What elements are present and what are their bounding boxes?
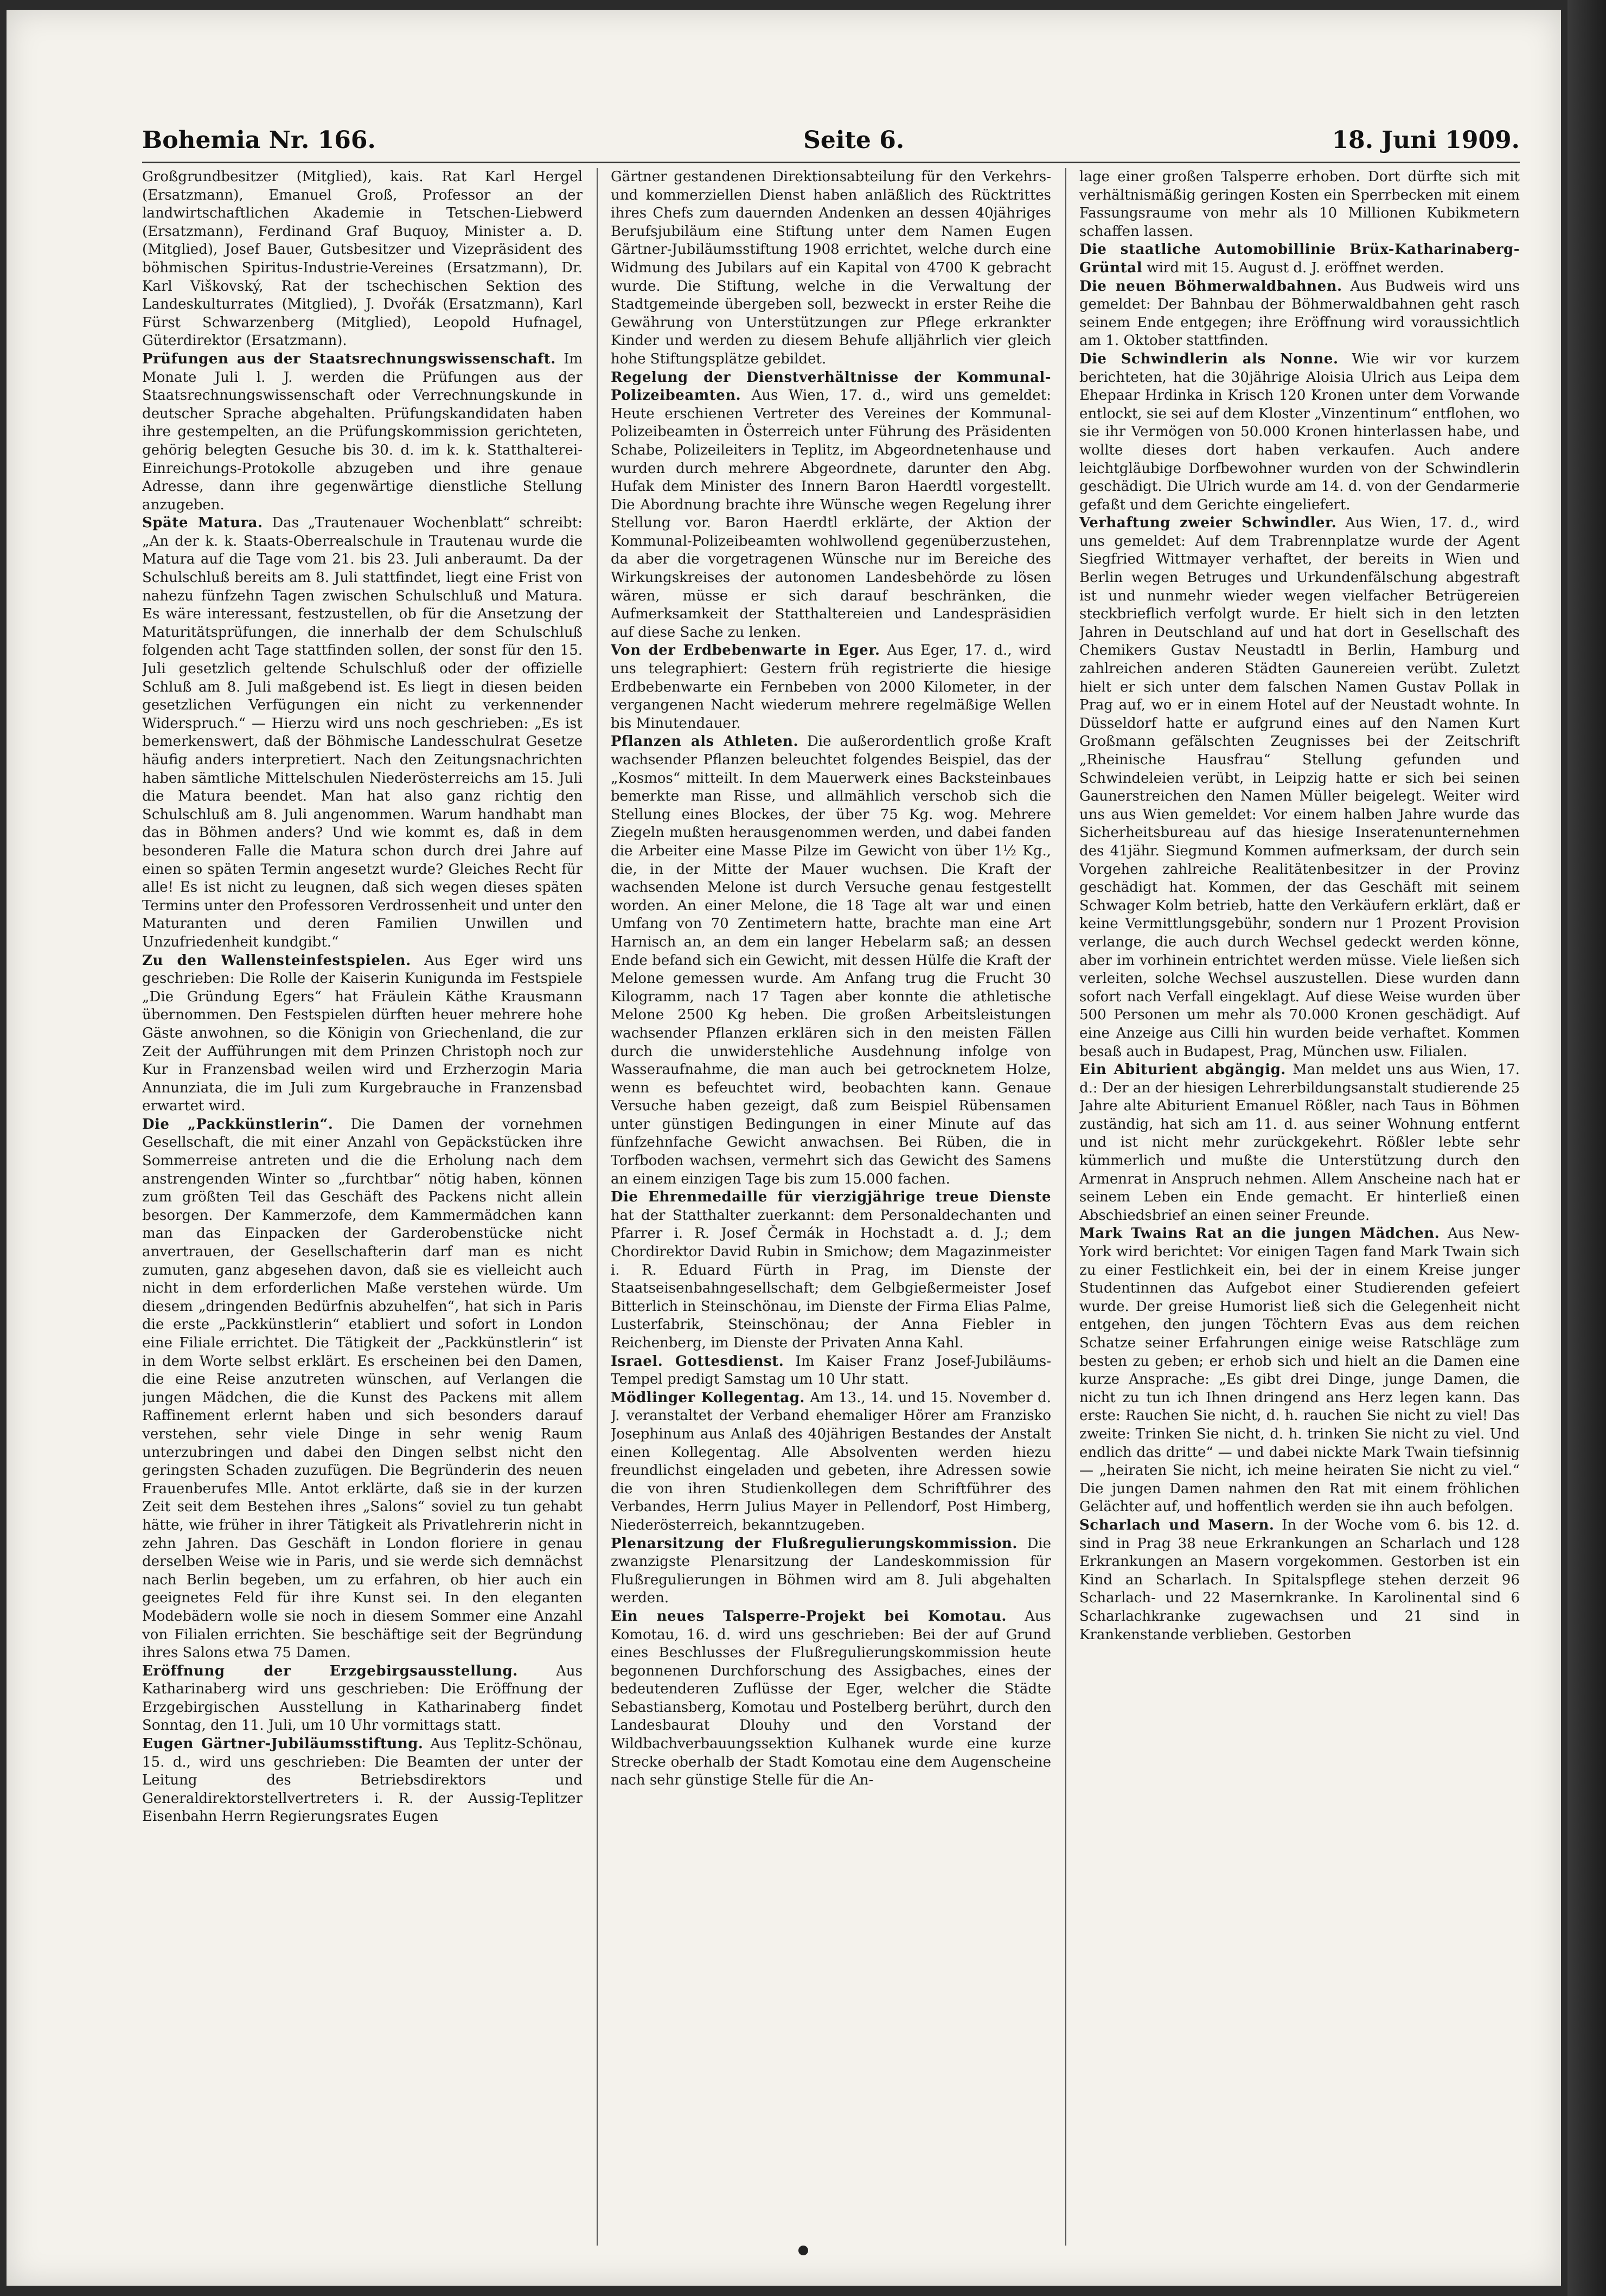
- article-body: Im Monate Juli l. J. werden die Prüfungen aus der Staatsrechnungswissenschaft oder Verrechnungskunde in deutscher Sprache abgehalten. Prüfungskandidaten haben ihre gestempelten, an die Prüfungskommission gerichteten, gehörig belegten Gesuche bis 30. d. im k. k. Statthalterei-Einreichungs-Protokolle abzugeben und ihre genaue Adresse, dann ihre gegenwärtige dienstliche Stellung anzugeben.: [142, 350, 583, 513]
- article: [1079, 1225, 1520, 1517]
- article-headline: Die staatliche Automobillinie Brüx-Katharinaberg-Grüntal: [1079, 241, 1520, 276]
- article-body: Die Damen der vornehmen Gesellschaft, die mit einer Anzahl von Gepäckstücken ihre Sommerreise antreten und die die Erholung nach dem anstrengenden Winter so „furchtbar“ nötig haben, können zum größten Teil das Geschäft des Packens nicht allein besorgen. Der Kammerzofe, dem Kammermädchen kann man das Einpacken der Garderobenstücke nicht anvertrauen, der Gesellschafterin darf man es nicht zumuten, ganz abgesehen davon, daß sie es vielleicht auch nicht in dem erforderlichen Maße verstehen würde. Um diesem „dringenden Bedürfnis abzuhelfen“, hat sich in Paris die erste „Packkünstlerin“ etabliert und sofort in London eine Filiale errichtet. Die Tätigkeit der „Packkünstlerin“ ist in dem Worte selbst erklärt. Es erscheinen bei den Damen, die eine Reise anzutreten wünschen, auf Verlangen die jungen Mädchen, die die Kunst des Packens mit allem Raffinement erlernt haben und sich besonders darauf verstehen, sehr viele Dinge in sehr wenig Raum unterzubringen und dabei den Dingen selbst nicht den geringsten Schaden zuzufügen. Die Begründerin des neuen Frauenberufes Mlle. Antot erklärte, daß sie in der kurzen Zeit seit dem Bestehen ihres „Salons“ soviel zu tun gehabt hätte, wie früher in ihrer Tätigkeit als Privatlehrerin nicht in zehn Jahren. Das Geschäft in London floriere in genau derselben Weise wie in Paris, und sie werde sich demnächst nach Berlin begeben, um zu erfahren, ob hier auch ein geeignetes Feld für ihre Kunst sei. In den eleganten Modebädern wolle sie noch in diesem Sommer eine Anzahl von Filialen errichten. Sie beschäftige seit der Begründung ihres Salons etwa 75 Damen.: [142, 1116, 583, 1661]
- column-rule: [1065, 168, 1066, 2246]
- article: [1079, 241, 1520, 277]
- article-headline: Plenarsitzung der Flußregulierungskommission.: [611, 1535, 1018, 1552]
- article: [142, 952, 583, 1116]
- article-headline: Ein Abiturient abgängig.: [1079, 1061, 1286, 1078]
- scan-edge: [1567, 0, 1606, 2296]
- column-1: [142, 168, 583, 2246]
- article: [611, 369, 1051, 642]
- article-body: lage einer großen Talsperre erhoben. Dort dürfte sich mit verhältnismäßig geringen Kosten ein Sperrbecken mit einem Fassungsraume von mehr als 10 Millionen Kubikmetern schaffen lassen.: [1079, 169, 1520, 240]
- article: [1079, 1517, 1520, 1644]
- article-body: Man meldet uns aus Wien, 17. d.: Der an der hiesigen Lehrerbildungsanstalt studierende 25 Jahre alte Abiturient Emanuel Rößler, nach Taus in Böhmen zuständig, hat sich am 11. d. aus seiner Wohnung entfernt und ist nicht mehr zurückgekehrt. Rößler lebte sehr kümmerlich und mußte die Unterstützung durch den Armenrat in Anspruch nehmen. Allem Anscheine nach hat er seinem Leben ein Ende gemacht. Er hinterließ einen Abschiedsbrief an einen seiner Freunde.: [1079, 1061, 1520, 1224]
- article-body: Wie wir vor kurzem berichteten, hat die 30jährige Aloisia Ulrich aus Leipa dem Ehepaar Hrdinka in Krisch 120 Kronen unter dem Vorwande entlockt, sie sei auf dem Kloster „Vinzentinum“ entflohen, wo sie ihr Vermögen von 50.000 Kronen hinterlassen habe, und wollte dieses dort haben verkaufen. Auch andere leichtgläubige Dorfbewohner wurden von der Schwindlerin geschädigt. Die Ulrich wurde am 14. d. von der Gendarmerie gefaßt und dem Gerichte eingeliefert.: [1079, 350, 1520, 513]
- article-body: Aus Katharinaberg wird uns geschrieben: Die Eröffnung der Erzgebirgischen Ausstellung in Katharinaberg findet Sonntag, den 11. Juli, um 10 Uhr vormittags statt.: [142, 1662, 583, 1734]
- article-headline: Prüfungen aus der Staatsrechnungswissenschaft.: [142, 350, 556, 367]
- article: [142, 1662, 583, 1735]
- article-body: Gärtner gestandenen Direktionsabteilung für den Verkehrs- und kommerziellen Dienst haben anläßlich des Rücktrittes ihres Chefs zum dauernden Andenken an dessen 40jähriges Berufsjubiläum eine Stiftung unter dem Namen Eugen Gärtner-Jubiläumsstiftung 1908 errichtet, welche durch eine Widmung des Jubilars auf ein Kapital von 4700 K gebracht wurde. Die Stiftung, welche in die Verwaltung der Stadtgemeinde übergeben soll, bezweckt in erster Reihe die Gewährung von Unterstützungen zur Pflege erkrankter Kinder und werden zu diesem Behufe alljährlich vier gleich hohe Stiftungsplätze gebildet.: [611, 169, 1051, 367]
- article-headline: Scharlach und Masern.: [1079, 1517, 1275, 1533]
- article-headline: Die Schwindlerin als Nonne.: [1079, 350, 1339, 367]
- article: [142, 514, 583, 951]
- article: [142, 1116, 583, 1662]
- article: [1079, 514, 1520, 1061]
- article-headline: Eröffnung der Erzgebirgsausstellung.: [142, 1662, 518, 1679]
- article-body: hat der Statthalter zuerkannt: dem Personaldechanten und Pfarrer i. R. Josef Čermák in Hochstadt a. d. J.; dem Chordirektor David Rubin in Smichow; dem Magazinmeister i. R. Eduard Fürth in Prag, im Dienste der Staatseisenbahngesellschaft; dem Gelbgießermeister Josef Bitterlich in Steinschönau, im Dienste der Firma Elias Palme, Lusterfabrik, Steinschönau; der Anna Fiebler in Reichenberg, im Dienste der Privaten Anna Kahl.: [611, 1207, 1051, 1351]
- article-headline: Verhaftung zweier Schwindler.: [1079, 515, 1337, 532]
- article: [142, 168, 583, 350]
- article-body: Im Kaiser Franz Josef-Jubiläums-Tempel predigt Samstag um 10 Uhr statt.: [611, 1353, 1051, 1388]
- article-body: Das „Trautenauer Wochenblatt“ schreibt: „An der k. k. Staats-Oberrealschule in Trautenau wurde die Matura auf die Tage vom 21. bis 23. Juli anberaumt. Da der Schulschluß bereits am 8. Juli stattfindet, liegt eine Frist von nahezu fünfzehn Tagen zwischen Schulschluß und Matura. Es wäre interessant, festzustellen, ob für die Ansetzung der Maturitätsprüfungen, die innerhalb der dem Schulschluß folgenden acht Tage stattfinden sollen, der sonst für den 15. Juli gesetzlich geltende Schulschluß oder der offizielle Schluß am 8. Juli maßgebend ist. Es liegt in diesen beiden gesetzlichen Verfügungen ein nicht zu verkennender Widerspruch.“ — Hierzu wird uns noch geschrieben: „Es ist bemerkenswert, daß der Böhmische Landesschulrat Gesetze häufig anders interpretiert. Nach den Zeitungsnachrichten haben sämtliche Mittelschulen Niederösterreichs am 15. Juli die Matura beendet. Man hat also ganz richtig den Schulschluß am 8. Juli angenommen. Warum handhabt man das in Böhmen anders? Und wie kommt es, daß in dem besonderen Falle die Matura schon durch drei Jahre auf einen so späten Termin angesetzt wurde? Gleiches Recht für alle! Es ist nicht zu leugnen, daß sich wegen dieses späten Termins unter den Professoren Verdrossenheit und unter den Maturanten und deren Familien Unwillen und Unzufriedenheit kundgibt.“: [142, 515, 583, 950]
- article-headline: Pflanzen als Athleten.: [611, 733, 798, 750]
- header-issue: Bohemia Nr. 166.: [142, 126, 376, 154]
- article-headline: Ein neues Talsperre-Projekt bei Komotau.: [611, 1608, 1007, 1625]
- article: [611, 733, 1051, 1188]
- article-body: wird mit 15. August d. J. eröffnet werden.: [1147, 259, 1444, 276]
- ink-dot: [798, 2246, 808, 2255]
- article-body: In der Woche vom 6. bis 12. d. sind in Prag 38 neue Erkrankungen an Scharlach und 128 Erkrankungen an Masern vorgekommen. Gestorben ist ein Kind an Scharlach. In Spitalspflege stehen derzeit 96 Scharlach- und 22 Masernkranke. In Karolinental sind 6 Scharlachkranke zugewachsen und 21 sind in Krankenstande verblieben. Gestorben: [1079, 1517, 1520, 1643]
- article-headline: Von der Erdbebenwarte in Eger.: [611, 642, 880, 659]
- article-headline: Späte Matura.: [142, 515, 263, 532]
- article-headline: Zu den Wallensteinfestspielen.: [142, 952, 411, 969]
- article: [611, 1389, 1051, 1535]
- article: [142, 1735, 583, 1826]
- article: [611, 1608, 1051, 1790]
- article-body: Aus Teplitz-Schönau, 15. d., wird uns geschrieben: Die Beamten der unter der Leitung des Betriebsdirektors und Generaldirektorstellvertreters i. R. der Aussig-Teplitzer Eisenbahn Herrn Regierungsrates Eugen: [142, 1736, 583, 1825]
- column-3: [1079, 168, 1520, 2246]
- article: [611, 1535, 1051, 1608]
- article-body: Die außerordentlich große Kraft wachsender Pflanzen beleuchtet folgendes Beispiel, das der „Kosmos“ mitteilt. In dem Mauerwerk eines Backsteinbaues bemerkte man Risse, und allmählich verschob sich die Stellung eines Blockes, der über 75 Kg. wog. Mehrere Ziegeln mußten herausgenommen werden, und dabei fanden die Arbeiter eine Masse Pilze im Gewicht von über 1½ Kg., die, in der Mitte der Mauer wuchsen. Die Kraft der wachsenden Melone ist durch Versuche genau festgestellt worden. An einer Melone, die 18 Tage alt war und einen Umfang von 70 Zentimetern hatte, brachte man eine Art Harnisch an, an dem ein langer Hebelarm saß; an dessen Ende befand sich ein Gewicht, mit dessen Hülfe die Kraft der Melone gemessen wurde. Am Anfang trug die Frucht 30 Kilogramm, nach 17 Tagen aber konnte die athletische Melone 2500 Kg heben. Die großen Arbeitsleistungen wachsender Pflanzen erklären sich in den meisten Fällen durch die unwiderstehliche Ausdehnung infolge von Wasseraufnahme, die man auch bei getrocknetem Holze, wenn es befeuchtet wird, beobachten kann. Genaue Versuche haben gezeigt, daß zum Beispiel Rübensamen unter günstigen Bedingungen in einer Minute auf das fünfzehnfache Gewicht anwachsen. Bei Rüben, die in Torfboden wachsen, vermehrt sich das Gewicht des Samens an einem einzigen Tage bis zum 15.000 fachen.: [611, 733, 1051, 1187]
- article-body: Aus Wien, 17. d., wird uns gemeldet: Auf dem Trabrennplatze wurde der Agent Siegfried Wittmayer verhaftet, der bereits in Wien und Berlin wegen Betruges und Urkundenfälschung abgestraft ist und nunmehr wieder wegen vielfacher Betrügereien steckbrieflich verfolgt wurde. Er hielt sich in den letzten Jahren in Deutschland auf und hat dort in Gesellschaft des Chemikers Gustav Neustadtl in Berlin, Hamburg und zahlreichen anderen Städten Gaunereien verübt. Zuletzt hielt er sich unter dem falschen Namen Gustav Pollak in Prag auf, wo er in einem Hotel auf der Neustadt wohnte. In Düsseldorf hatte er aufgrund eines auf den Namen Kurt Großmann gefälschten Zeugnisses bei der Zeitschrift „Rheinische Hausfrau“ Stellung gefunden und Schwindeleien verübt, in Leipzig hatte er sich bei seinen Gaunerstreichen den Namen Müller beigelegt. Weiter wird uns aus Wien gemeldet: Vor einem halben Jahre wurde das Sicherheitsbureau auf das hiesige Inseratenunternehmen des 41jähr. Siegmund Kommen aufmerksam, der durch sein Vorgehen zahlreiche Realitätenbesitzer in der Provinz geschädigt hat. Kommen, der das Geschäft mit seinem Schwager Kolm betrieb, hatte den Verkäufern erklärt, daß er keine Vermittlungsgebühr, sondern nur 1 Prozent Provision verlange, die auch durch Wechsel gedeckt werden könne, aber im vorhinein entrichtet werden müsse. Viele ließen sich verleiten, solche Wechsel auszustellen. Diese wurden dann sofort nach Verfall eingeklagt. Auf diese Weise wurden über 500 Personen um mehr als 70.000 Kronen geschädigt. Auf eine Anzeige aus Cilli hin wurden beide verhaftet. Kommen besaß auch in Budapest, Prag, München usw. Filialen.: [1079, 515, 1520, 1060]
- article-body: Aus Wien, 17. d., wird uns gemeldet: Heute erschienen Vertreter des Vereines der Kommunal-Polizeibeamten in Österreich unter Führung des Präsidenten Schabe, Polizeileiters in Teplitz, im Abgeordnetenhause und wurden durch mehrere Abgeordnete, darunter den Abg. Hufak dem Minister des Innern Baron Haerdtl vorgestellt. Die Abordnung brachte ihre Wünsche wegen Regelung ihrer Stellung vor. Baron Haerdtl erklärte, der Aktion der Kommunal-Polizeibeamten wohlwollend gegenüberzustehen, da aber die vorgetragenen Wünsche nur im Bereiche des Wirkungskreises der autonomen Landesbehörde zu lösen wären, müsse er sich darauf beschränken, die Aufmerksamkeit der Statthaltereien und Landespräsidien auf diese Sache zu lenken.: [611, 387, 1051, 641]
- header-date: 18. Juni 1909.: [1332, 126, 1520, 154]
- article: [611, 642, 1051, 733]
- header-rule: [142, 162, 1520, 163]
- article-headline: Die neuen Böhmerwaldbahnen.: [1079, 278, 1342, 295]
- article: [1079, 1061, 1520, 1225]
- article: [1079, 168, 1520, 241]
- article: [611, 168, 1051, 369]
- article-headline: Die „Packkünstlerin“.: [142, 1116, 334, 1133]
- article-headline: Mark Twains Rat an die jungen Mädchen.: [1079, 1225, 1440, 1242]
- article-body: Die zwanzigste Plenarsitzung der Landeskommission für Flußregulierungen in Böhmen wird am 8. Juli abgehalten werden.: [611, 1535, 1051, 1607]
- article: [1079, 278, 1520, 350]
- article-headline: Regelung der Dienstverhältnisse der Kommunal-Polizeibeamten.: [611, 369, 1051, 404]
- column-2: [611, 168, 1051, 2246]
- article-body: Aus Eger, 17. d., wird uns telegraphiert: Gestern früh registrierte die hiesige Erdbebenwarte ein Fernbeben von 2000 Kilometer, in der vergangenen Nacht wiederum mehrere regelmäßige Wellen bis Minutendauer.: [611, 642, 1051, 732]
- article-body: Großgrundbesitzer (Mitglied), kais. Rat Karl Hergel (Ersatzmann), Emanuel Groß, Professor an der landwirtschaftlichen Akademie in Tetschen-Liebwerd (Ersatzmann), Ferdinand Graf Buquoy, Minister a. D. (Mitglied), Josef Bauer, Gutsbesitzer und Vizepräsident des böhmischen Spiritus-Industrie-Vereines (Ersatzmann), Dr. Karl Viškovský, Rat der tschechischen Sektion des Landeskulturrates (Mitglied), J. Dvořák (Ersatzmann), Karl Fürst Schwarzenberg (Mitglied), Leopold Hufnagel, Güterdirektor (Ersatzmann).: [142, 169, 583, 349]
- article-headline: Eugen Gärtner-Jubiläumsstiftung.: [142, 1736, 424, 1753]
- article-body: Aus Budweis wird uns gemeldet: Der Bahnbau der Böhmerwaldbahnen geht rasch seinem Ende entgegen; ihre Eröffnung wird voraussichtlich am 1. Oktober stattfinden.: [1079, 278, 1520, 349]
- article: [1079, 350, 1520, 514]
- article-headline: Israel. Gottesdienst.: [611, 1353, 784, 1370]
- article-headline: Mödlinger Kollegentag.: [611, 1389, 805, 1406]
- article-headline: Die Ehrenmedaille für vierzigjährige treue Dienste: [611, 1189, 1051, 1206]
- header-page-number: Seite 6.: [803, 126, 905, 154]
- article: [611, 1188, 1051, 1352]
- article-body: Aus Eger wird uns geschrieben: Die Rolle der Kaiserin Kunigunda im Festspiele „Die Gründung Egers“ hat Fräulein Käthe Krausmann übernommen. Den Festspielen dürften heuer mehrere hohe Gäste anwohnen, so die Königin von Griechenland, die zur Zeit der Aufführungen mit dem Prinzen Christoph noch zur Kur in Franzensbad weilen wird und Erzherzogin Maria Annunziata, die im Juli zum Kurgebrauche in Franzensbad erwartet wird.: [142, 952, 583, 1115]
- article-body: Am 13., 14. und 15. November d. J. veranstaltet der Verband ehemaliger Hörer am Franzisko Josephinum aus Anlaß des 40jährigen Bestandes der Anstalt einen Kollegentag. Alle Absolventen werden hiezu freundlichst eingeladen und gebeten, ihre Adressen sowie die von ihren Studienkollegen dem Schriftführer des Verbandes, Herrn Julius Mayer in Pellendorf, Post Himberg, Niederösterreich, bekanntzugeben.: [611, 1389, 1051, 1533]
- column-rule: [597, 168, 598, 2246]
- article-body: Aus Komotau, 16. d. wird uns geschrieben: Bei der auf Grund eines Beschlusses der Flußregulierungskommission heute begonnenen Durchforschung des Assigbaches, eines der bedeutenderen Zuflüsse der Eger, welcher die Städte Sebastiansberg, Komotau und Postelberg berührt, durch den Landesbaurat Dlouhy und den Vorstand der Wildbachverbauungssektion Kulhanek wurde eine kurze Strecke oberhalb der Stadt Komotau eine dem Augenscheine nach sehr günstige Stelle für die An-: [611, 1608, 1051, 1789]
- page-header: [142, 124, 1520, 156]
- article: [611, 1353, 1051, 1389]
- newspaper-page: [7, 10, 1561, 2286]
- article-body: Aus New-York wird berichtet: Vor einigen Tagen fand Mark Twain sich zu einer Festlichkeit ein, bei der in einem Kreise junger Studentinnen das Aufgebot einer Studierenden gefeiert wurde. Der greise Humorist ließ sich die Gelegenheit nicht entgehen, den jungen Töchtern Evas aus dem reichen Schatze seiner Erfahrungen einige weise Ratschläge zum besten zu geben; er erhob sich und hielt an die Damen eine kurze Ansprache: „Es gibt drei Dinge, junge Damen, die nicht zu tun ich Ihnen dringend ans Herz legen kann. Das erste: Rauchen Sie nicht, d. h. rauchen Sie nicht zu viel! Das zweite: Trinken Sie nicht, d. h. trinken Sie nicht zu viel. Und endlich das dritte“ — und dabei nickte Mark Twain tiefsinnig — „heiraten Sie nicht, ich meine heiraten Sie nicht zu viel.“ Die jungen Damen nahmen den Rat mit einem fröhlichen Gelächter auf, und hoffentlich werden sie ihn auch befolgen.: [1079, 1225, 1520, 1515]
- article: [142, 350, 583, 514]
